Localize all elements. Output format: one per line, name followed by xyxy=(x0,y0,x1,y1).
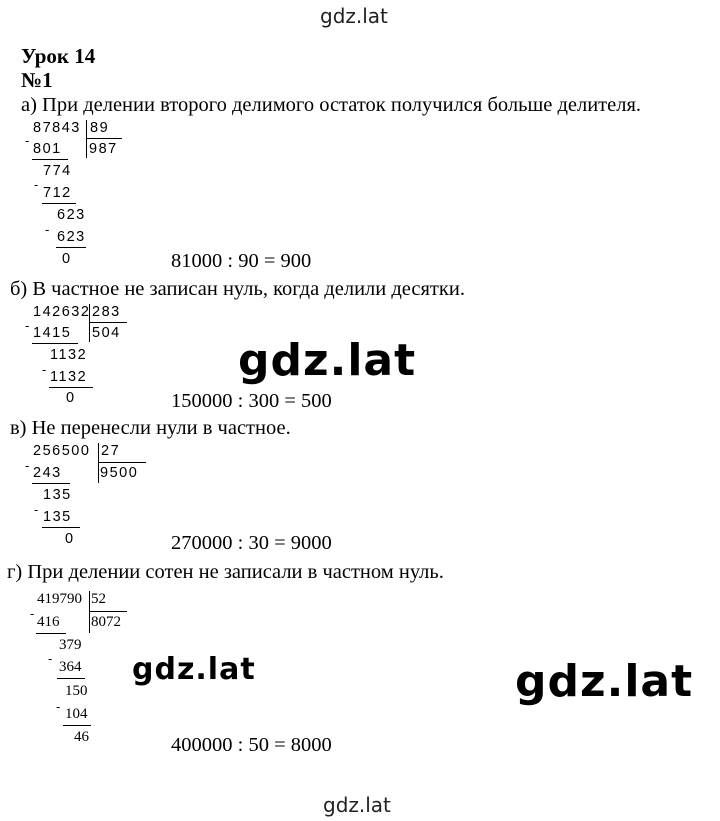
step-remainder: 0 xyxy=(65,531,75,547)
step: 379 xyxy=(59,637,82,653)
step-line xyxy=(36,633,66,634)
step-line xyxy=(32,159,68,160)
step: 801 xyxy=(33,141,62,157)
minus-sign: - xyxy=(25,133,30,148)
division-bar xyxy=(89,304,90,342)
minus-sign: - xyxy=(25,318,30,333)
lesson-title: Урок 14 xyxy=(21,44,96,68)
dividend: 419790 xyxy=(37,591,82,607)
task-b-text: б) В частное не записан нуль, когда делили десятки. xyxy=(10,278,465,300)
watermark-bottom: gdz.lat xyxy=(323,793,391,817)
divisor-line xyxy=(98,462,146,463)
task-c-text: в) Не перенесли нули в частное. xyxy=(10,417,291,439)
divisor: 52 xyxy=(91,591,106,607)
task-b-check: 150000 : 300 = 500 xyxy=(171,390,332,412)
step: 104 xyxy=(65,706,88,722)
step-line xyxy=(56,247,86,248)
step-line xyxy=(42,527,80,528)
dividend: 142632 xyxy=(33,304,91,320)
step: 243 xyxy=(33,465,62,481)
watermark-center: gdz.lat xyxy=(238,335,417,386)
minus-sign: - xyxy=(45,222,50,237)
step-line xyxy=(49,387,93,388)
divisor: 27 xyxy=(101,443,121,459)
minus-sign: - xyxy=(48,651,53,666)
minus-sign: - xyxy=(25,458,30,473)
quotient: 8072 xyxy=(91,614,121,630)
step: 150 xyxy=(65,683,88,699)
task-a-check: 81000 : 90 = 900 xyxy=(171,250,312,272)
task-c-check: 270000 : 30 = 9000 xyxy=(171,532,332,554)
step-line xyxy=(32,483,70,484)
divisor: 283 xyxy=(92,304,121,320)
step-remainder: 0 xyxy=(62,251,72,267)
step: 712 xyxy=(43,185,72,201)
step-remainder: 0 xyxy=(66,390,76,406)
step-line xyxy=(63,725,91,726)
task-a-text: а) При делении второго делимого остаток получился больше делителя. xyxy=(21,94,642,116)
task-d-check: 400000 : 50 = 8000 xyxy=(171,734,332,756)
watermark-right: gdz.lat xyxy=(515,656,694,707)
step: 135 xyxy=(43,487,72,503)
step: 774 xyxy=(43,163,72,179)
divisor-line xyxy=(89,322,127,323)
division-bar xyxy=(86,120,87,158)
quotient: 504 xyxy=(92,325,121,341)
step-line xyxy=(57,678,85,679)
step: 623 xyxy=(57,207,86,223)
step-line xyxy=(42,203,76,204)
task-d-text: г) При делении сотен не записали в частном нуль. xyxy=(7,561,444,583)
step: 135 xyxy=(43,509,72,525)
divisor: 89 xyxy=(90,120,110,136)
exercise-number: №1 xyxy=(21,68,53,92)
division-bar xyxy=(98,443,99,483)
watermark-top: gdz.lat xyxy=(320,4,388,28)
step-remainder: 46 xyxy=(74,729,89,745)
divisor-line xyxy=(89,611,127,612)
dividend: 87843 xyxy=(33,120,81,136)
step: 623 xyxy=(57,229,86,245)
step: 364 xyxy=(59,659,82,675)
dividend: 256500 xyxy=(33,443,91,459)
step-line xyxy=(32,343,78,344)
step: 1415 xyxy=(33,325,72,341)
minus-sign: - xyxy=(30,606,35,621)
minus-sign: - xyxy=(34,177,39,192)
step: 416 xyxy=(37,614,60,630)
step: 1132 xyxy=(50,369,88,385)
quotient: 987 xyxy=(89,141,118,157)
step: 1132 xyxy=(50,347,88,363)
division-bar xyxy=(89,591,90,633)
watermark-left: gdz.lat xyxy=(132,652,256,687)
minus-sign: - xyxy=(34,502,39,517)
quotient: 9500 xyxy=(100,465,139,481)
minus-sign: - xyxy=(42,362,47,377)
divisor-line xyxy=(86,138,122,139)
minus-sign: - xyxy=(56,699,61,714)
